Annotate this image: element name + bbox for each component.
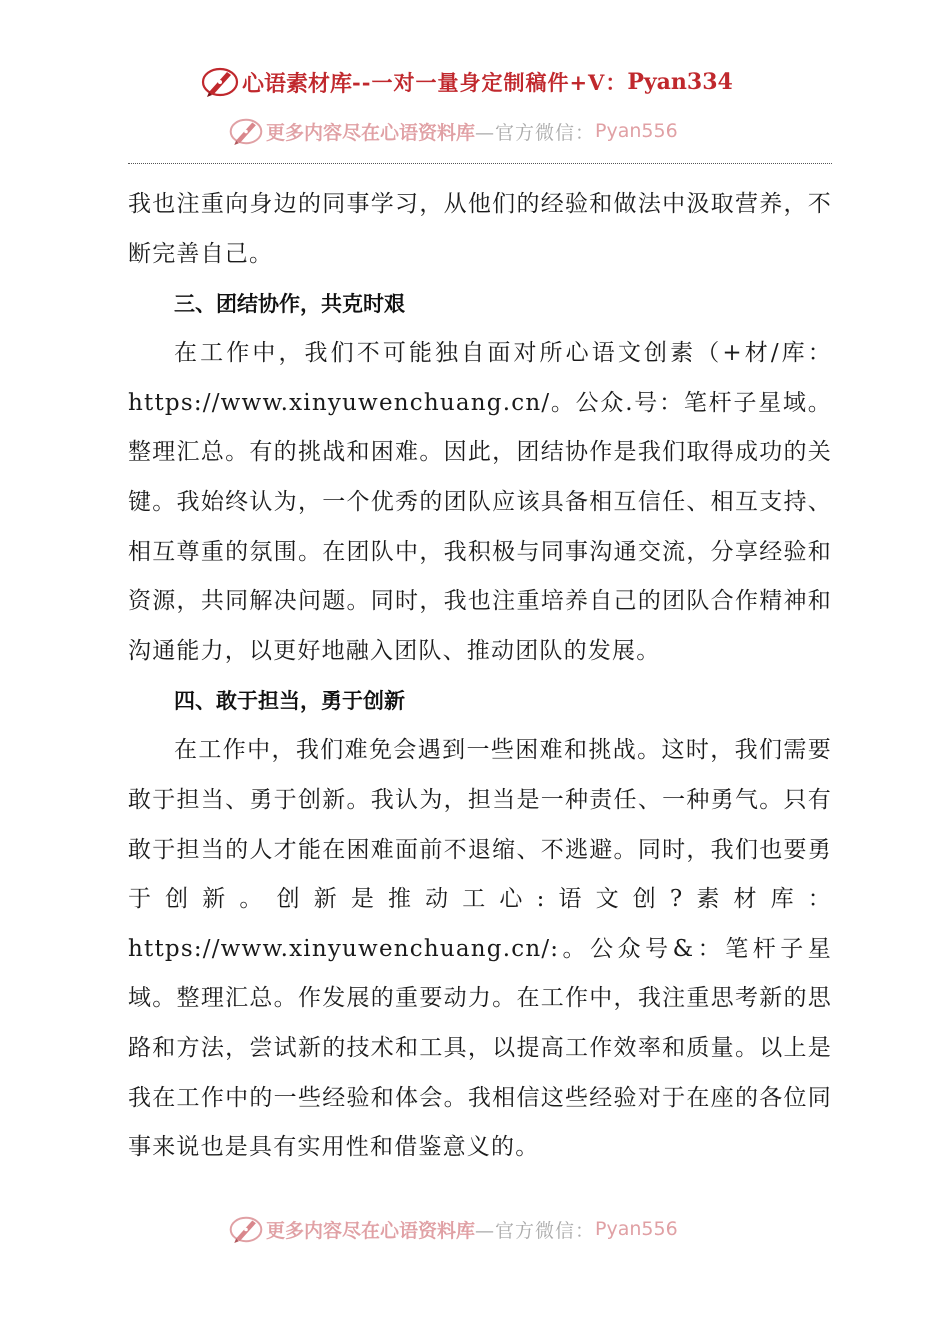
footer-promo-id: Pyan556	[595, 1218, 678, 1240]
pen-logo-icon	[228, 1214, 264, 1245]
paragraph: 在工作中，我们不可能独自面对所心语文创素（+材/库：https://www.xinyuwenchuang.cn/。公众.号：笔杆子星域。整理汇总。有的挑战和困难。因此，团结协作是我们取得成功的关键。我始终认为，一个优秀的团队应该具备相互信任、相互支持、相互尊重的氛围。在团队中，我积极与同事沟通交流，分享经验和资源，共同解决问题。同时，我也注重培养自己的团队合作精神和沟通能力，以更好地融入团队、推动团队的发展。	[128, 340, 832, 664]
pen-logo-icon	[200, 65, 240, 99]
header-contact: Pyan334	[627, 69, 733, 95]
paragraph: 我也注重向身边的同事学习，从他们的经验和做法中汲取营养，不断完善自己。	[128, 191, 832, 267]
footer-promo-label: —官方微信：	[475, 1219, 596, 1242]
page-footer	[228, 1210, 748, 1248]
document-body	[128, 180, 832, 1173]
header-promo-text: 更多内容尽在心语资料库	[266, 121, 476, 144]
pen-logo-icon	[228, 116, 264, 147]
footer-promo-text: 更多内容尽在心语资料库	[266, 1219, 476, 1242]
paragraph: 在工作中，我们难免会遇到一些困难和挑战。这时，我们需要敢于担当、勇于创新。我认为，担当是一种责任、一种勇气。只有敢于担当的人才能在困难面前不退缩、不逃避。同时，我们也要勇于创新。创新是推动工心:语文创?素材库：https://www.xinyuwenchuang.cn/:。公众号&：笔杆子星域。整理汇总。作发展的重要动力。在工作中，我注重思考新的思路和方法，尝试新的技术和工具，以提高工作效率和质量。以上是我在工作中的一些经验和体会。我相信这些经验对于在座的各位同事来说也是具有实用性和借鉴意义的。	[128, 737, 832, 1161]
header-tagline: --一对一量身定制稿件+V：	[352, 70, 628, 95]
section-heading: 三、团结协作，共克时艰	[174, 292, 405, 317]
header-promo-id: Pyan556	[595, 120, 678, 142]
header-brand: 心语素材库	[242, 70, 353, 97]
header-divider	[128, 163, 832, 164]
header-promo-label: —官方微信：	[475, 121, 596, 144]
header-promo	[228, 112, 748, 150]
page-header	[200, 62, 760, 102]
section-heading: 四、敢于担当，勇于创新	[174, 689, 405, 714]
